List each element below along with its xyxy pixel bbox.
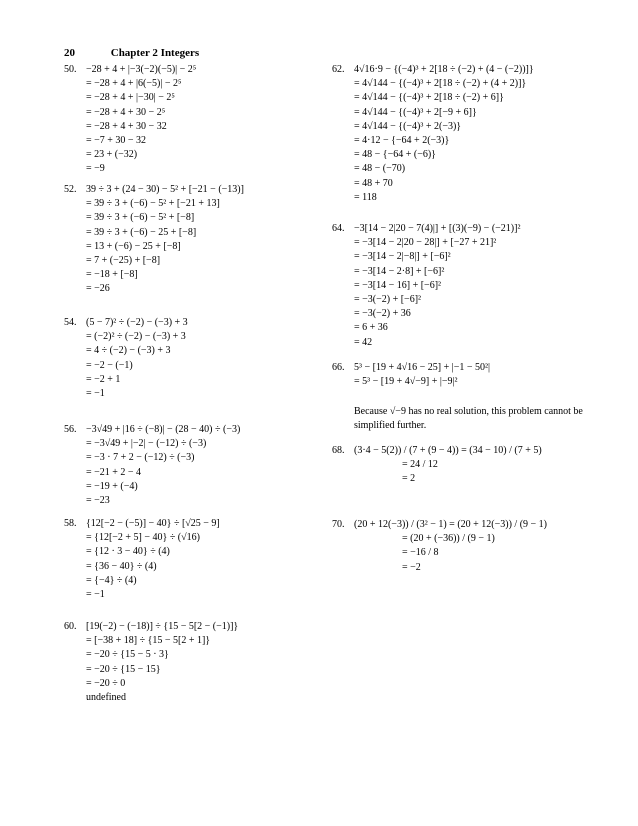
problem-number: 62. [332,64,345,75]
step: = (20 + (−36)) / (9 − 1) [402,533,495,545]
step: = −1 [86,588,105,600]
step: = −3 · 7 + 2 − (−12) ÷ (−3) [86,452,195,464]
chapter-title: Chapter 2 Integers [110,47,200,59]
problem-number: 58. [64,518,77,529]
step: = {12 · 3 − 40} ÷ (4) [86,546,170,558]
step: = −16 / 8 [402,547,439,559]
step: = −3√49 + |−2| − (−12) ÷ (−3) [86,438,207,450]
step: = −23 [86,494,110,506]
step: −3[14 − 2|20 − 7(4)|] + [(3)(−9) − (−21)]² [354,223,521,234]
step: = 6 + 36 [354,322,388,334]
page-number: 20 [64,47,75,59]
step: = 5³ − [19 + 4√−9] + |−9|² [354,376,458,388]
step: = −26 [86,283,110,295]
step: = 24 / 12 [402,459,438,471]
step: = 39 ÷ 3 + (−6) − 25 + [−8] [86,226,197,238]
step: = −28 + 4 + 30 − 32 [86,120,167,132]
step: = {12[−2 + 5] − 40} ÷ (√16) [86,532,200,544]
problem-number: 70. [332,519,345,530]
step: = −2 + 1 [86,373,121,385]
problem-number: 66. [332,362,345,373]
step: = −3[14 − 2|20 − 28|] + [−27 + 21]² [354,237,497,249]
step: = 4√144 − {(−4)³ + 2(−3)} [354,120,462,132]
step: = −3[14 − 16] + [−6]² [354,279,442,291]
step: = {36 − 40} ÷ (4) [86,560,157,572]
step: = 48 − (−70) [354,163,406,175]
step: = 48 + 70 [354,177,393,189]
problem-number: 50. [64,64,77,75]
step: = 7 + (−25) + [−8] [86,254,161,266]
step: = (−2)² ÷ (−2) − (−3) + 3 [86,331,186,343]
step: = 4·12 − {−64 + 2(−3)} [354,134,450,146]
step: = {−4} ÷ (4) [86,574,137,586]
step: = −21 + 2 − 4 [86,466,142,478]
step: = 4√144 − {(−4)³ + 2[−9 + 6]} [354,106,477,118]
step: = 23 + (−32) [86,149,138,161]
step: = 4√144 − {(−4)³ + 2[18 ÷ (−2) + (4 + 2)]} [354,78,527,90]
step: = 39 ÷ 3 + (−6) − 5² + [−8] [86,212,195,224]
step: = −2 [402,561,421,573]
step: (3·4 − 5(2)) / (7 + (9 − 4)) = (34 − 10) / (7 + 5) [354,445,542,456]
step: = −3(−2) + [−6]² [354,293,422,305]
step: (5 − 7)² ÷ (−2) − (−3) + 3 [86,317,188,328]
step: = [−38 + 18] ÷ {15 − 5[2 + 1]} [86,635,211,647]
step: −28 + 4 + |−3(−2)(−5)| − 2⁵ [86,64,197,75]
step: = 4 ÷ (−2) − (−3) + 3 [86,345,171,357]
problem-number: 56. [64,424,77,435]
step: = −3[14 − 2|−8|] + [−6]² [354,251,451,263]
step: = −28 + 4 + 30 − 2⁵ [86,106,166,118]
step: 39 ÷ 3 + (24 − 30) − 5² + [−21 − (−13)] [86,184,244,195]
step: = −20 ÷ 0 [86,677,126,689]
step: = −7 + 30 − 32 [86,134,147,146]
step: = −28 + 4 + |−30| − 2⁵ [86,92,175,104]
step: = −20 ÷ {15 − 15} [86,663,161,675]
step: = −20 ÷ {15 − 5 · 3} [86,649,169,661]
page-header [64,47,199,59]
problem-number: 64. [332,223,345,234]
step: = −2 − (−1) [86,359,133,371]
step: {12[−2 − (−5)] − 40} ÷ [√25 − 9] [86,518,220,529]
problem-66-note: Because √−9 has no real solution, this problem cannot be simplified further. [354,406,583,431]
step: = −1 [86,387,105,399]
step: = 42 [354,336,373,348]
step: (20 + 12(−3)) / (3² − 1) = (20 + 12(−3)) / (9 − 1) [354,519,547,530]
step: = −28 + 4 + |6(−5)| − 2⁵ [86,78,182,90]
step: = 48 − {−64 + (−6)} [354,149,436,161]
step: = 39 ÷ 3 + (−6) − 5² + [−21 + 13] [86,198,220,210]
step: [19(−2) − (−18)] ÷ {15 − 5[2 − (−1)]} [86,621,239,632]
step: = −3[14 − 2·8] + [−6]² [354,265,445,277]
step: = 118 [354,191,377,203]
step: −3√49 + |16 ÷ (−8)| − (28 − 40) ÷ (−3) [86,424,241,435]
problem-number: 52. [64,184,77,195]
step: = −3(−2) + 36 [354,308,411,320]
step: 4√16·9 − {(−4)³ + 2[18 ÷ (−2) + (4 − (−2))]} [354,64,534,75]
step: = −18 + [−8] [86,269,138,281]
step: 5³ − [19 + 4√16 − 25] + |−1 − 50²| [354,362,490,373]
step: = 13 + (−6) − 25 + [−8] [86,240,181,252]
step: = −9 [86,163,105,175]
problem-number: 60. [64,621,77,632]
step: = 2 [402,473,416,485]
step: undefined [86,691,126,703]
problem-number: 54. [64,317,77,328]
step: = −19 + (−4) [86,480,138,492]
problem-number: 68. [332,445,345,456]
step: = 4√144 − {(−4)³ + 2[18 ÷ (−2) + 6]} [354,92,504,104]
